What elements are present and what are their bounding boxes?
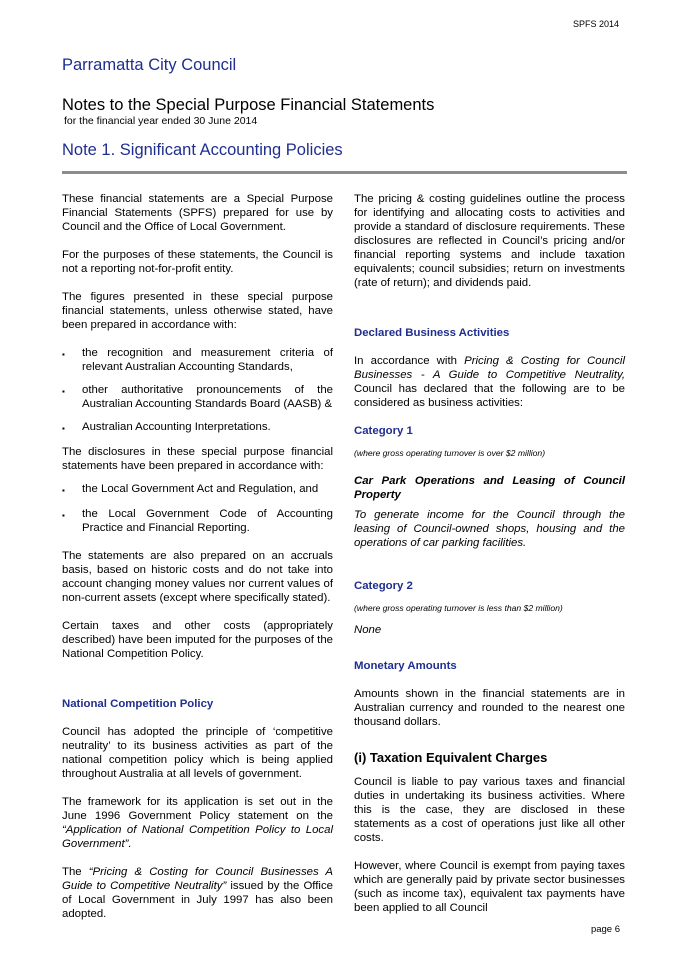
paragraph: For the purposes of these statements, the Council is not a reporting not-for-profit entity. [62, 249, 333, 275]
bullet-item: ▪ the recognition and measurement criteria of relevant Australian Accounting Standards, [62, 347, 333, 373]
paragraph: Council has adopted the principle of ‘competitive neutrality’ to its business activities as part of the national competition policy which is being applied throughout Australia at all levels of government. [62, 726, 333, 780]
bullet-icon: ▪ [62, 511, 65, 520]
bullet-item: ▪ the Local Government Act and Regulation, and [62, 482, 333, 498]
section-heading: Declared Business Activities [354, 327, 510, 339]
right-column [354, 192, 625, 915]
bullet-icon: ▪ [62, 486, 65, 495]
paragraph: The figures presented in these special purpose financial statements, unless otherwise stated, have been prepared in accordance with: [62, 291, 333, 331]
category-description: To generate income for the Council through the leasing of Council-owned shops, housing and the operations of car parking facilities. [354, 509, 625, 549]
bullet-icon: ▪ [62, 424, 65, 433]
bullet-icon: ▪ [62, 387, 65, 396]
category-name: Car Park Operations and Leasing of Council Property [354, 475, 625, 501]
page-number: page 6 [590, 924, 620, 935]
paragraph: However, where Council is exempt from paying taxes which are generally paid by private sector businesses (such as income tax), equivalent tax payments have been applied to all Council [354, 860, 625, 914]
paragraph: The “Pricing & Costing for Council Businesses A Guide to Competitive Neutrality” issued by the Office of Local Government in July 1997 has also been adopted. [62, 866, 333, 920]
category-heading: Category 1 [354, 425, 413, 437]
document-code: SPFS 2014 [572, 19, 619, 29]
category-value: None [354, 624, 382, 636]
paragraph: The framework for its application is set out in the June 1996 Government Policy statement on the “Application of National Competition Policy to Local Government”. [62, 796, 333, 850]
paragraph: Certain taxes and other costs (appropriately described) have been imputed for the purposes of the National Competition Policy. [62, 620, 333, 660]
paragraph: The disclosures in these special purpose financial statements have been prepared in accordance with: [62, 446, 333, 472]
category-heading: Category 2 [354, 580, 413, 592]
section-heading: Monetary Amounts [354, 660, 457, 672]
bullet-icon: ▪ [62, 350, 65, 359]
paragraph: In accordance with Pricing & Costing for Council Businesses - A Guide to Competitive Neutrality, Council has declared that the following are to be considered as business activities: [354, 355, 625, 409]
paragraph: The pricing & costing guidelines outline the process for identifying and allocating costs to activities and provide a standard of disclosure requirements. These disclosures are reflected in Council’s pricing and/or financial reporting systems and include taxation equivalents; council subsidies; return on investments (rate of return); and dividends paid. [354, 193, 625, 289]
paragraph: These financial statements are a Special Purpose Financial Statements (SPFS) prepared for use by Council and the Office of Local Government. [62, 193, 333, 233]
title-divider [62, 171, 627, 174]
paragraph: Council is liable to pay various taxes and financial duties in undertaking its business activities. Where this is the case, they are disclosed in these statements as a cost of operations just like all other costs. [354, 776, 625, 844]
page-subtitle: for the financial year ended 30 June 2014 [64, 115, 258, 127]
subsection-heading: (i) Taxation Equivalent Charges [354, 750, 548, 765]
left-column [62, 192, 333, 921]
paragraph: Amounts shown in the financial statements are in Australian currency and rounded to the nearest one thousand dollars. [354, 688, 625, 728]
council-name: Parramatta City Council [62, 56, 237, 74]
category-note: (where gross operating turnover is over $2 million) [354, 448, 546, 458]
note-title: Note 1. Significant Accounting Policies [62, 141, 343, 159]
bullet-item: ▪ the Local Government Code of Accounting Practice and Financial Reporting. [62, 508, 333, 534]
paragraph: The statements are also prepared on an accruals basis, based on historic costs and do not take into account changing money values nor current values of non-current assets (except where specifically stated). [62, 550, 333, 604]
section-heading: National Competition Policy [62, 698, 214, 710]
page-title: Notes to the Special Purpose Financial Statements [62, 96, 435, 114]
category-note: (where gross operating turnover is less than $2 million) [354, 603, 563, 613]
bullet-item: ▪ other authoritative pronouncements of the Australian Accounting Standards Board (AASB) & [62, 384, 333, 410]
bullet-item: ▪ Australian Accounting Interpretations. [62, 420, 333, 436]
